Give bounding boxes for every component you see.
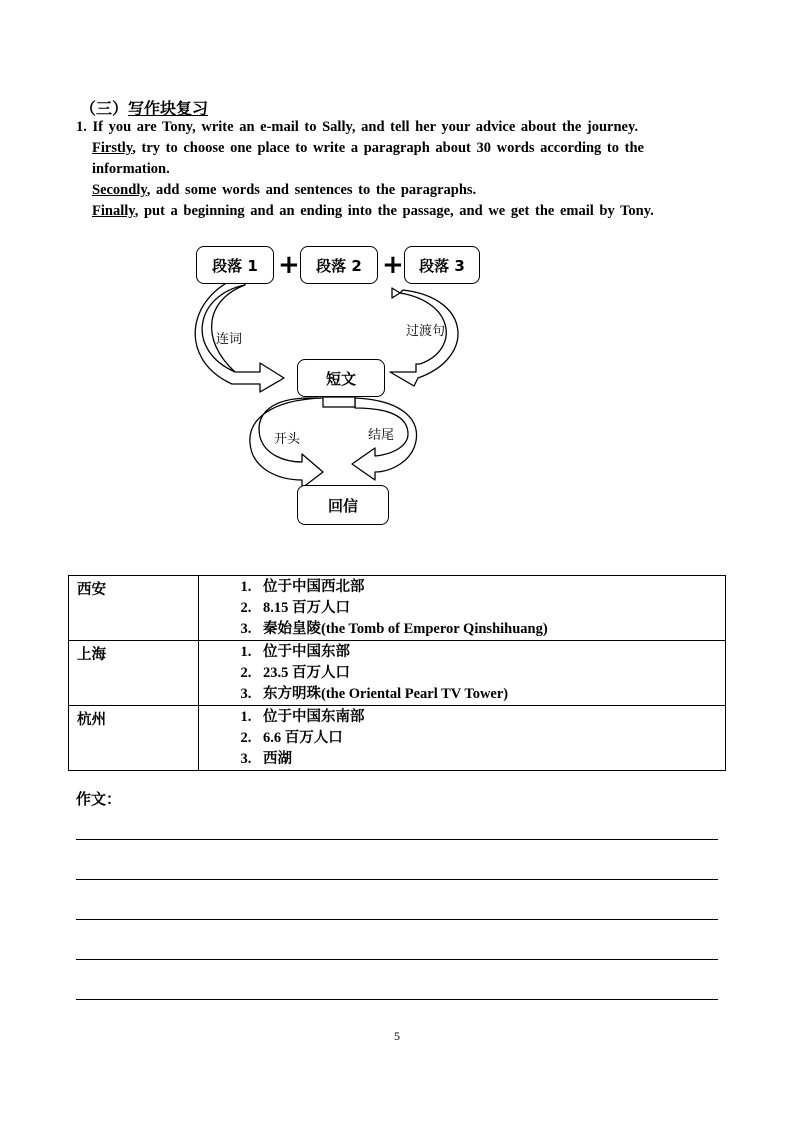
reply-box: 回信 — [297, 485, 389, 525]
plus-sign-2: + — [382, 250, 404, 280]
list-item: 2. 6.6 百万人口 — [255, 728, 725, 749]
task-line-1: 1. If you are Tony, write an e-mail to Sally, and tell her your advice about the journey. — [76, 119, 639, 135]
list-item: 1. 位于中国西北部 — [255, 577, 725, 598]
table-row — [69, 576, 726, 641]
secondly-label: Secondly — [92, 182, 147, 198]
firstly-text: , try to choose one place to write a paragraph about 30 words according to the — [132, 140, 644, 156]
facts-cell — [199, 641, 726, 706]
city-cell: 杭州 — [69, 706, 199, 771]
city-cell: 西安 — [69, 576, 199, 641]
list-item: 1. 位于中国东部 — [255, 642, 725, 663]
finally-text: , put a beginning and an ending into the passage, and we get the email by Tony. — [134, 203, 654, 219]
table-row — [69, 706, 726, 771]
list-item: 3. 秦始皇陵(the Tomb of Emperor Qinshihuang) — [255, 619, 725, 640]
list-item: 3. 东方明珠(the Oriental Pearl TV Tower) — [255, 684, 725, 705]
task-line-firstly-cont: information. — [92, 161, 170, 177]
paragraph-3-box: 段落 3 — [404, 246, 480, 284]
writing-line-5[interactable] — [76, 999, 718, 1000]
writing-line-1[interactable] — [76, 839, 718, 840]
page-number: 5 — [394, 1029, 400, 1043]
essay-label: 作文： — [76, 792, 122, 808]
secondly-text: , add some words and sentences to the paragraphs. — [146, 182, 477, 198]
section-title — [80, 96, 208, 119]
writing-structure-diagram — [190, 240, 490, 530]
facts-cell — [199, 706, 726, 771]
finally-label: Finally — [92, 203, 135, 219]
paragraph-2-box: 段落 2 — [300, 246, 378, 284]
writing-line-3[interactable] — [76, 919, 718, 920]
writing-line-4[interactable] — [76, 959, 718, 960]
section-title-text: 写作块复习 — [128, 101, 209, 118]
transition-label: 过渡句 — [406, 324, 446, 339]
list-item: 2. 23.5 百万人口 — [255, 663, 725, 684]
ending-label: 结尾 — [368, 428, 395, 443]
task-line-secondly — [92, 182, 476, 199]
city-cell: 上海 — [69, 641, 199, 706]
table-row — [69, 641, 726, 706]
paragraph-1-box: 段落 1 — [196, 246, 274, 284]
task-line-firstly — [92, 140, 644, 157]
connective-label: 连词 — [216, 332, 243, 347]
plus-sign-1: + — [278, 250, 300, 280]
list-item: 1. 位于中国东南部 — [255, 707, 725, 728]
facts-cell — [199, 576, 726, 641]
section-title-prefix: （三） — [80, 101, 129, 118]
firstly-label: Firstly — [92, 140, 133, 156]
list-item: 2. 8.15 百万人口 — [255, 598, 725, 619]
right-curved-arrow-back — [392, 288, 400, 298]
list-item: 3. 西湖 — [255, 749, 725, 770]
task-line-finally — [92, 203, 654, 220]
writing-line-2[interactable] — [76, 879, 718, 880]
essay-box: 短文 — [297, 359, 385, 397]
center-stem — [323, 397, 355, 407]
beginning-label: 开头 — [274, 432, 301, 447]
city-info-table — [68, 575, 726, 771]
